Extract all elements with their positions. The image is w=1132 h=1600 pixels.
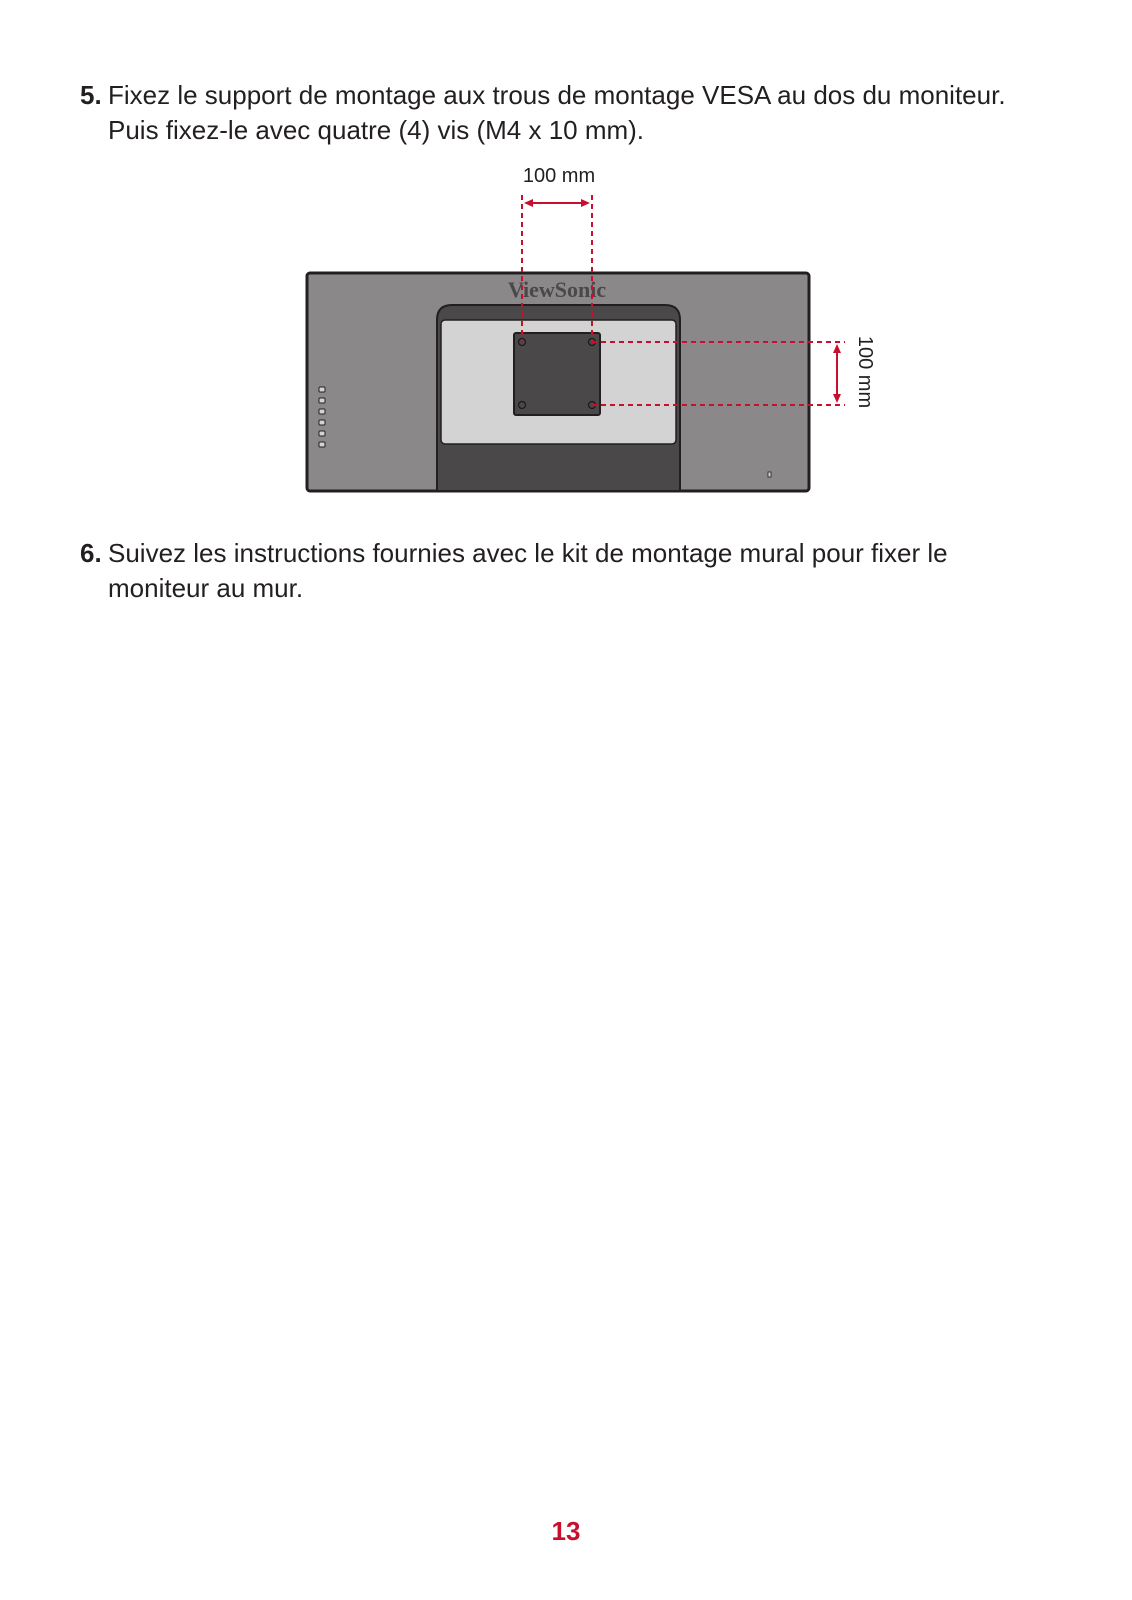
vertical-dimension-label: 100 mm <box>854 335 876 409</box>
step-5 <box>80 78 1040 148</box>
step-text: Suivez les instructions fournies avec le kit de montage mural pour fixer le moniteur au mur. <box>108 538 948 603</box>
vertical-dimension-arrow <box>833 344 841 403</box>
page-number: 13 <box>551 1516 581 1546</box>
brand-logo: ViewSonic <box>507 277 607 302</box>
lock-slot <box>768 472 771 477</box>
step-number: 5. <box>80 80 102 110</box>
vesa-plate <box>514 333 600 415</box>
horizontal-dimension-arrow <box>524 199 590 207</box>
horizontal-dimension-label: 100 mm <box>522 165 596 187</box>
step-number: 6. <box>80 538 102 568</box>
vesa-mount-diagram <box>300 155 900 510</box>
step-text: Fixez le support de montage aux trous de montage VESA au dos du moniteur. Puis fixez-le avec quatre (4) vis (M4 x 10 mm). <box>108 80 1006 145</box>
step-6 <box>80 536 1040 606</box>
